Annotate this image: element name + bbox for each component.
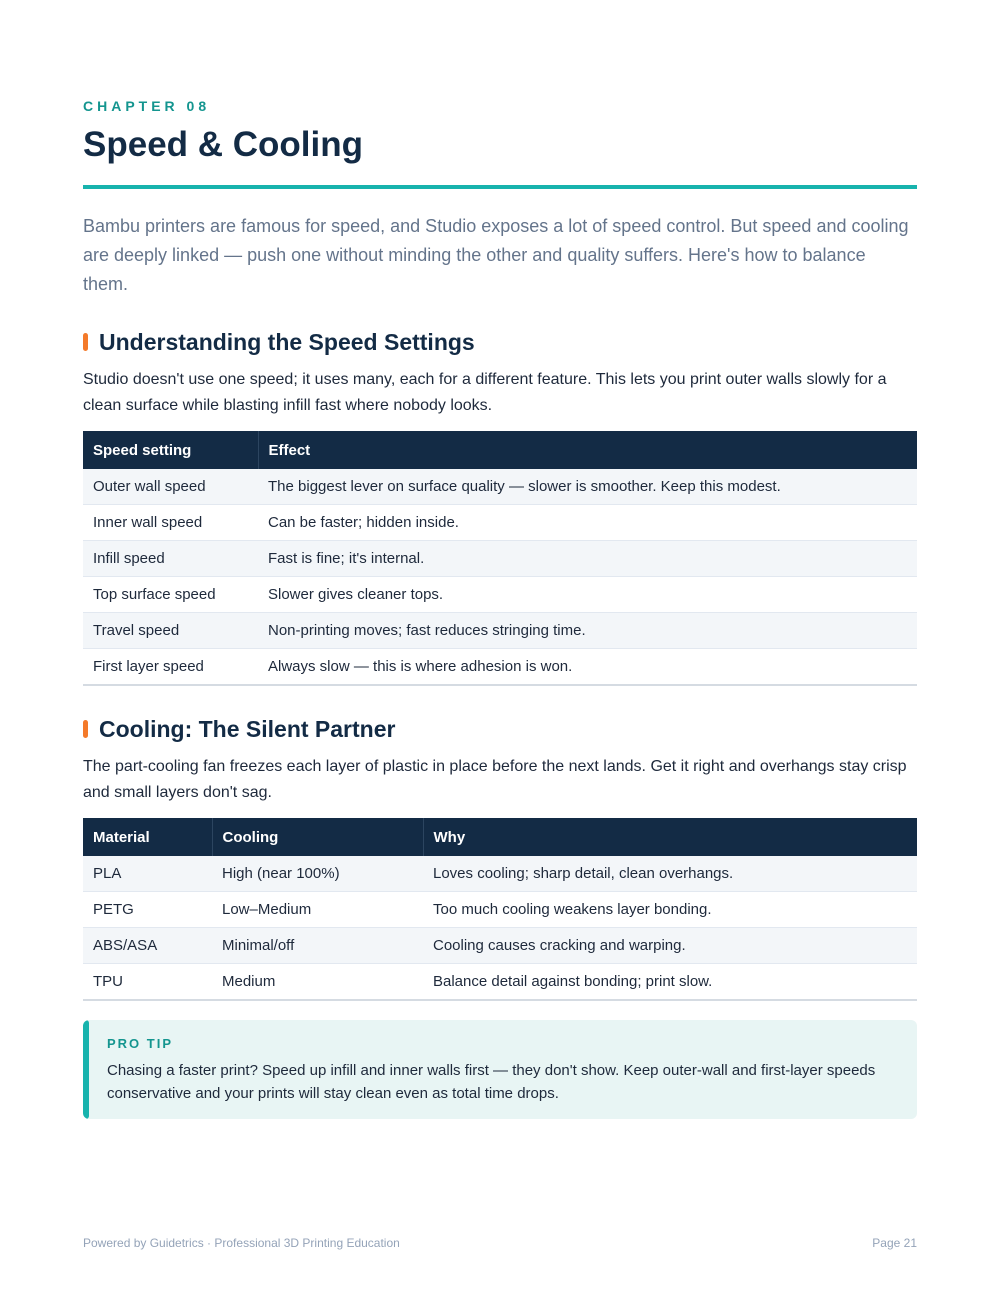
- table-cell: Non-printing moves; fast reduces stringing time.: [258, 613, 917, 649]
- table-cell: Loves cooling; sharp detail, clean overhangs.: [423, 856, 917, 892]
- table-header-row: [83, 818, 917, 856]
- heading-accent-bar: [83, 720, 88, 738]
- pro-tip-label: PRO TIP: [107, 1036, 174, 1051]
- table-cell: TPU: [83, 964, 212, 1001]
- table-row: [83, 856, 917, 892]
- title-divider: [83, 185, 917, 189]
- heading-accent-bar: [83, 333, 88, 351]
- table-row: [83, 928, 917, 964]
- footer-credit: Powered by Guidetrics · Professional 3D Printing Education: [83, 1236, 400, 1250]
- speed-section-heading-text: Understanding the Speed Settings: [99, 329, 475, 355]
- column-header: Cooling: [212, 818, 423, 856]
- table-cell: Low–Medium: [212, 892, 423, 928]
- column-header: Effect: [258, 431, 917, 469]
- table-cell: Slower gives cleaner tops.: [258, 577, 917, 613]
- table-cell: Cooling causes cracking and warping.: [423, 928, 917, 964]
- callout-accent-bar: [83, 1020, 89, 1119]
- table-cell: Minimal/off: [212, 928, 423, 964]
- column-header: Why: [423, 818, 917, 856]
- table-cell: Travel speed: [83, 613, 258, 649]
- table-cell: Inner wall speed: [83, 505, 258, 541]
- table-row: [83, 469, 917, 505]
- table-cell: Balance detail against bonding; print slow.: [423, 964, 917, 1001]
- cooling-section-body: The part-cooling fan freezes each layer of plastic in place before the next lands. Get it right and overhangs stay crisp and small layers don't sag.: [83, 758, 907, 801]
- table-row: [83, 613, 917, 649]
- table-row: [83, 577, 917, 613]
- table-cell: PLA: [83, 856, 212, 892]
- table-cell: Always slow — this is where adhesion is won.: [258, 649, 917, 686]
- cooling-section-heading-text: Cooling: The Silent Partner: [99, 716, 396, 742]
- page-title: Speed & Cooling: [83, 125, 363, 164]
- speed-section-heading: [83, 328, 475, 356]
- cooling-table: [83, 818, 917, 1001]
- cooling-section-heading: [83, 715, 395, 743]
- column-header: Material: [83, 818, 212, 856]
- table-cell: Medium: [212, 964, 423, 1001]
- column-header: Speed setting: [83, 431, 258, 469]
- table-cell: Fast is fine; it's internal.: [258, 541, 917, 577]
- speed-section-body: Studio doesn't use one speed; it uses many, each for a different feature. This lets you print outer walls slowly for a clean surface while blasting infill fast where nobody looks.: [83, 371, 887, 414]
- table-cell: ABS/ASA: [83, 928, 212, 964]
- table-cell: Top surface speed: [83, 577, 258, 613]
- table-row: [83, 649, 917, 686]
- table-cell: First layer speed: [83, 649, 258, 686]
- table-cell: High (near 100%): [212, 856, 423, 892]
- table-row: [83, 964, 917, 1001]
- intro-paragraph: Bambu printers are famous for speed, and Studio exposes a lot of speed control. But speed and cooling are deeply linked — push one without minding the other and quality suffers. Here's how to balance them.: [83, 216, 909, 294]
- chapter-label: CHAPTER 08: [83, 98, 211, 114]
- table-cell: Can be faster; hidden inside.: [258, 505, 917, 541]
- table-row: [83, 541, 917, 577]
- table-cell: The biggest lever on surface quality — slower is smoother. Keep this modest.: [258, 469, 917, 505]
- pro-tip-callout: [83, 1020, 917, 1119]
- table-header-row: [83, 431, 917, 469]
- pro-tip-text: Chasing a faster print? Speed up infill and inner walls first — they don't show. Keep outer-wall and first-layer speeds conservative and your prints will stay clean even as total time drops.: [107, 1062, 876, 1102]
- speed-settings-table: [83, 431, 917, 686]
- page-number: Page 21: [872, 1236, 917, 1250]
- table-cell: Infill speed: [83, 541, 258, 577]
- table-cell: PETG: [83, 892, 212, 928]
- table-row: [83, 892, 917, 928]
- table-row: [83, 505, 917, 541]
- table-cell: Too much cooling weakens layer bonding.: [423, 892, 917, 928]
- table-cell: Outer wall speed: [83, 469, 258, 505]
